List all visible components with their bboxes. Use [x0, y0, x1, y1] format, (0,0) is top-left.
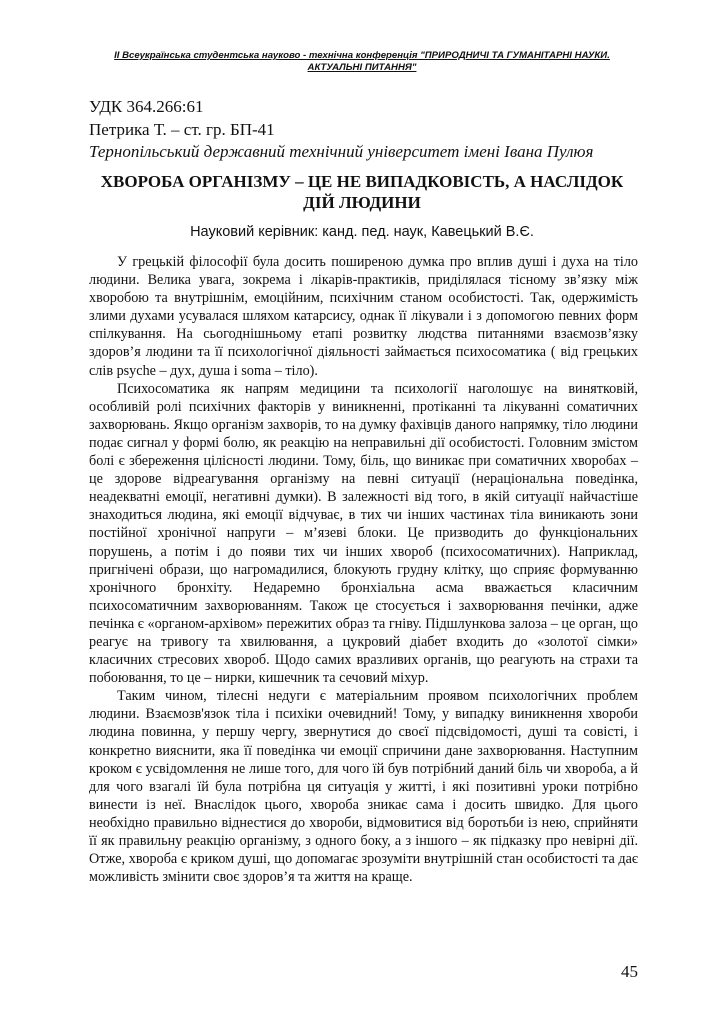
scientific-advisor: Науковий керівник: канд. пед. наук, Кавецький В.Є.: [190, 224, 534, 240]
paragraph-1: У грецькій філософії була досить поширеною думка про вплив душі і духа на тіло людини. Велика увага, зокрема і лікарів-практиків, приділялася тісному зв’язку між хворобою та внутрішнім, емоційним, психічним станом особистості. Так, одержимість злими духами усувалася шляхом катарсису, однак її лікували і з допомогою певних форм спілкування. На сьогоднішньому етапі розвитку людства питаннями взаємозв’язку здоров’я людини та її психологічної діяльності займається психосоматика ( від грецьких слів psyche – дух, душа і soma – тіло).: [89, 254, 638, 379]
university-line: Тернопільський державний технічний університет імені Івана Пулюя: [89, 142, 594, 161]
page-number: 45: [621, 962, 638, 981]
conference-header-line-1: ІІ Всеукраїнська студентська науково - технічна конференція "ПРИРОДНИЧІ ТА ГУМАНІТАРНІ НАУКИ.: [114, 50, 610, 61]
conference-header-line-2: АКТУАЛЬНІ ПИТАННЯ": [307, 62, 417, 73]
article-title: [80, 171, 644, 213]
udc-code: УДК 364.266:61: [89, 97, 204, 116]
paragraph-3: Таким чином, тілесні недуги є матеріальним проявом психологічних проблем людини. Взаємозв'язок тіла і психіки очевидний! Тому, у випадку виникнення хвороби людина повинна, у першу чергу, звернутися до своєї підсвідомості, душі та совісті, і конкретно вияснити, яка її поведінка чи емоції спричини дане захворювання. Наступним кроком є усвідомлення не лише того, для чого їй був потрібний даний біль чи хвороба, а й для чого взагалі їй була потрібна ця ситуація у житті, і які позитивні уроки потрібно винести із неї. Внаслідок цього, хвороба зникає сама і досить швидко. Для цього необхідно правильно віднестися до хвороби, відмовитися від боротьби із нею, сприйняти її як правильну реакцію організму, з одного боку, а з іншого – як підказку про невірні дії. Отже, хвороба є криком душі, що допомагає зрозуміти внутрішній стан особистості та дає можливість змінити своє здоров’я та життя на краще.: [89, 688, 638, 886]
article-title-line-2: ДІЙ ЛЮДИНИ: [303, 193, 421, 212]
author-line: Петрика Т. – ст. гр. БП-41: [89, 119, 275, 139]
article-meta: [89, 96, 593, 164]
paragraph-2: Психосоматика як напрям медицини та психології наголошує на винятковій, особливій ролі психічних факторів у виникненні, протіканні та лікуванні соматичних захворювань. Якщо організм захворів, то на думку фахівців даного напрямку, тіло людини подає сигнал у формі болю, як реакцію на неправильні дії особистості. Головним змістом болі є збереження цілісності людини. Тому, біль, що виникає при соматичних хворобах – це здорове відреагування організму на певні ситуації (нераціональна поведінка, неадекватні емоції, негативні думки). В залежності від того, в якій ситуації найчастіше знаходиться людина, які емоції відчуває, в тих чи інших частинах тіла виникають зони постійної хронічної напруги – м’язеві блоки. Це призводить до функціональних порушень, а потім і до появи тих чи інших хвороб (психосоматичних). Наприклад, пригнічені образи, що нагромадилися, блокують грудну клітку, що сприяє формуванню хронічного бронхіту. Недаремно бронхіальна асма вважається класичним психосоматичним захворюванням. Також це стосується і захворювання печінки, адже печінка є «органом-архівом» пережитих образ та гніву. Підшлункова залоза – це орган, що реагує на тривогу та хвилювання, а цукровий діабет входить до «золотої сімки» класичних стресових хвороб. Щодо самих вразливих органів, що реагують на страхи та побоювання, то це – нирки, кишечник та сечовий міхур.: [89, 380, 638, 687]
article-body: [89, 253, 638, 886]
conference-header: [90, 50, 634, 74]
article-title-line-1: ХВОРОБА ОРГАНІЗМУ – ЦЕ НЕ ВИПАДКОВІСТЬ, А НАСЛІДОК: [100, 172, 624, 191]
